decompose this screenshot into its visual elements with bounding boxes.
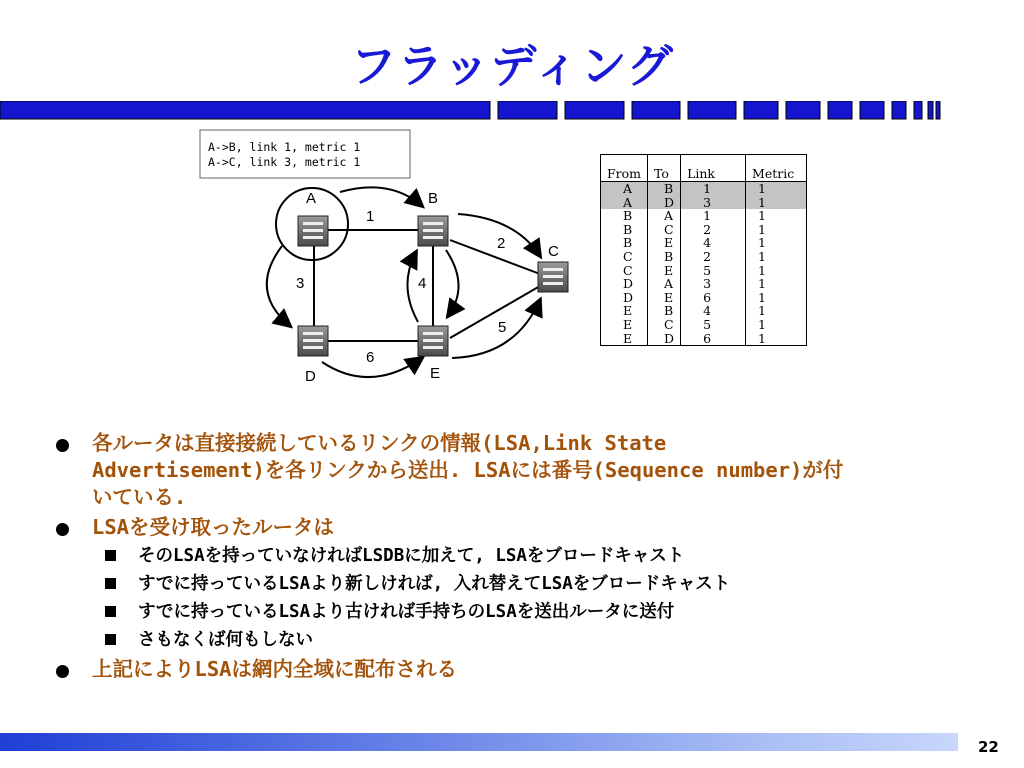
table-cell: 1 xyxy=(746,250,807,264)
table-cell: E xyxy=(601,332,648,346)
node-label-a: A xyxy=(306,190,317,207)
column-header-to: To xyxy=(648,155,681,182)
table-cell: D xyxy=(648,332,681,346)
table-cell: B xyxy=(648,182,681,196)
callout-line-2: A->C, link 3, metric 1 xyxy=(208,155,361,169)
table-row xyxy=(601,250,807,264)
sub-bullet-text: すでに持っているLSAより古ければ手持ちのLSAを送出ルータに送付 xyxy=(138,602,675,622)
table-row xyxy=(601,223,807,237)
bullet-list xyxy=(52,430,962,686)
table-cell: B xyxy=(648,304,681,318)
router-d-icon xyxy=(298,326,328,356)
table-cell: 1 xyxy=(681,182,746,196)
table-cell: 3 xyxy=(681,196,746,210)
sub-bullet-square-icon xyxy=(105,606,116,617)
table-cell: 3 xyxy=(681,277,746,291)
table-row xyxy=(601,182,807,196)
sub-bullet-square-icon xyxy=(105,634,116,645)
bullet-lsa-receive xyxy=(52,514,962,541)
table-cell: B xyxy=(648,250,681,264)
bullet-lsa-distribution xyxy=(52,656,962,683)
sub-bullet xyxy=(52,600,962,624)
table-cell: B xyxy=(601,236,648,250)
lsa-database-table-wrap xyxy=(600,154,807,346)
footer-gradient-bar xyxy=(0,733,958,751)
table-cell: D xyxy=(601,277,648,291)
table-cell: 1 xyxy=(746,182,807,196)
table-row xyxy=(601,332,807,346)
table-cell: 1 xyxy=(746,318,807,332)
router-c-icon xyxy=(538,262,568,292)
link-label-4: 4 xyxy=(418,275,427,292)
link-label-2: 2 xyxy=(497,235,506,252)
table-cell: 6 xyxy=(681,332,746,346)
column-header-from: From xyxy=(601,155,648,182)
table-cell: E xyxy=(648,291,681,305)
bullet-dot-icon xyxy=(56,665,69,678)
table-cell: C xyxy=(648,223,681,237)
bullet-dot-icon xyxy=(56,523,69,536)
table-cell: 2 xyxy=(681,250,746,264)
lsa-database-table xyxy=(600,154,807,346)
sub-bullet-text: そのLSAを持っていなければLSDBに加えて, LSAをブロードキャスト xyxy=(138,546,685,566)
bullet-lsa-broadcast xyxy=(52,430,962,511)
bullet-text: 上記によりLSAは網内全域に配布される xyxy=(92,657,458,681)
callout-line-1: A->B, link 1, metric 1 xyxy=(208,140,361,154)
table-cell: 4 xyxy=(681,304,746,318)
bullet-text-line: Advertisement)を各リンクから送出. LSAには番号(Sequence number)が付 xyxy=(92,458,844,482)
sub-bullet-square-icon xyxy=(105,550,116,561)
table-cell: 6 xyxy=(681,291,746,305)
table-cell: 1 xyxy=(746,264,807,278)
link-label-5: 5 xyxy=(498,319,507,336)
lsa-callout xyxy=(200,130,410,178)
table-cell: 1 xyxy=(746,223,807,237)
network-diagram xyxy=(190,126,590,391)
node-label-c: C xyxy=(548,243,559,260)
table-cell: A xyxy=(648,277,681,291)
router-b-icon xyxy=(418,216,448,246)
bullet-dot-icon xyxy=(56,439,69,452)
node-label-d: D xyxy=(305,368,316,385)
column-header-link: Link xyxy=(681,155,746,182)
node-label-e: E xyxy=(430,365,441,382)
table-cell: A xyxy=(601,182,648,196)
sub-bullet-text: さもなくば何もしない xyxy=(138,630,313,650)
table-cell: A xyxy=(648,209,681,223)
table-cell: C xyxy=(601,264,648,278)
sub-bullet xyxy=(52,572,962,596)
table-cell: 1 xyxy=(746,332,807,346)
bullet-text-line: いている. xyxy=(92,485,187,509)
table-cell: B xyxy=(601,223,648,237)
table-header-row xyxy=(601,155,807,182)
table-cell: 1 xyxy=(746,209,807,223)
table-row xyxy=(601,277,807,291)
link-5 xyxy=(450,286,540,338)
link-label-3: 3 xyxy=(296,275,305,292)
table-row xyxy=(601,196,807,210)
table-cell: 1 xyxy=(746,291,807,305)
bullet-text: LSAを受け取ったルータは xyxy=(92,515,335,539)
link-2 xyxy=(450,240,540,274)
sub-bullet xyxy=(52,628,962,652)
table-row xyxy=(601,264,807,278)
table-cell: D xyxy=(601,291,648,305)
table-cell: 5 xyxy=(681,318,746,332)
sub-bullet xyxy=(52,544,962,568)
table-cell: E xyxy=(601,304,648,318)
table-cell: E xyxy=(648,236,681,250)
node-label-b: B xyxy=(428,190,439,207)
table-cell: 1 xyxy=(681,209,746,223)
table-cell: 4 xyxy=(681,236,746,250)
slide-title: フラッディング xyxy=(350,39,674,93)
table-row xyxy=(601,304,807,318)
title-decoration-bar xyxy=(0,101,1024,121)
table-row xyxy=(601,291,807,305)
table-cell: 5 xyxy=(681,264,746,278)
bullet-text-line: 各ルータは直接接続しているリンクの情報(LSA,Link State xyxy=(92,431,667,455)
table-cell: C xyxy=(601,250,648,264)
link-label-1: 1 xyxy=(366,208,375,225)
table-row xyxy=(601,236,807,250)
table-cell: E xyxy=(601,318,648,332)
table-cell: D xyxy=(648,196,681,210)
table-row xyxy=(601,318,807,332)
table-row xyxy=(601,209,807,223)
table-cell: A xyxy=(601,196,648,210)
sub-bullet-square-icon xyxy=(105,578,116,589)
link-label-6: 6 xyxy=(366,349,375,366)
router-e-icon xyxy=(418,326,448,356)
sub-bullet-text: すでに持っているLSAより新しければ, 入れ替えてLSAをブロードキャスト xyxy=(138,574,731,594)
lsa-table-body xyxy=(601,182,807,346)
page-number: 22 xyxy=(978,738,999,756)
column-header-metric: Metric xyxy=(746,155,807,182)
table-cell: 2 xyxy=(681,223,746,237)
table-cell: 1 xyxy=(746,304,807,318)
table-cell: B xyxy=(601,209,648,223)
table-cell: 1 xyxy=(746,236,807,250)
router-a-icon xyxy=(298,216,328,246)
table-cell: 1 xyxy=(746,277,807,291)
table-cell: E xyxy=(648,264,681,278)
table-cell: 1 xyxy=(746,196,807,210)
table-cell: C xyxy=(648,318,681,332)
